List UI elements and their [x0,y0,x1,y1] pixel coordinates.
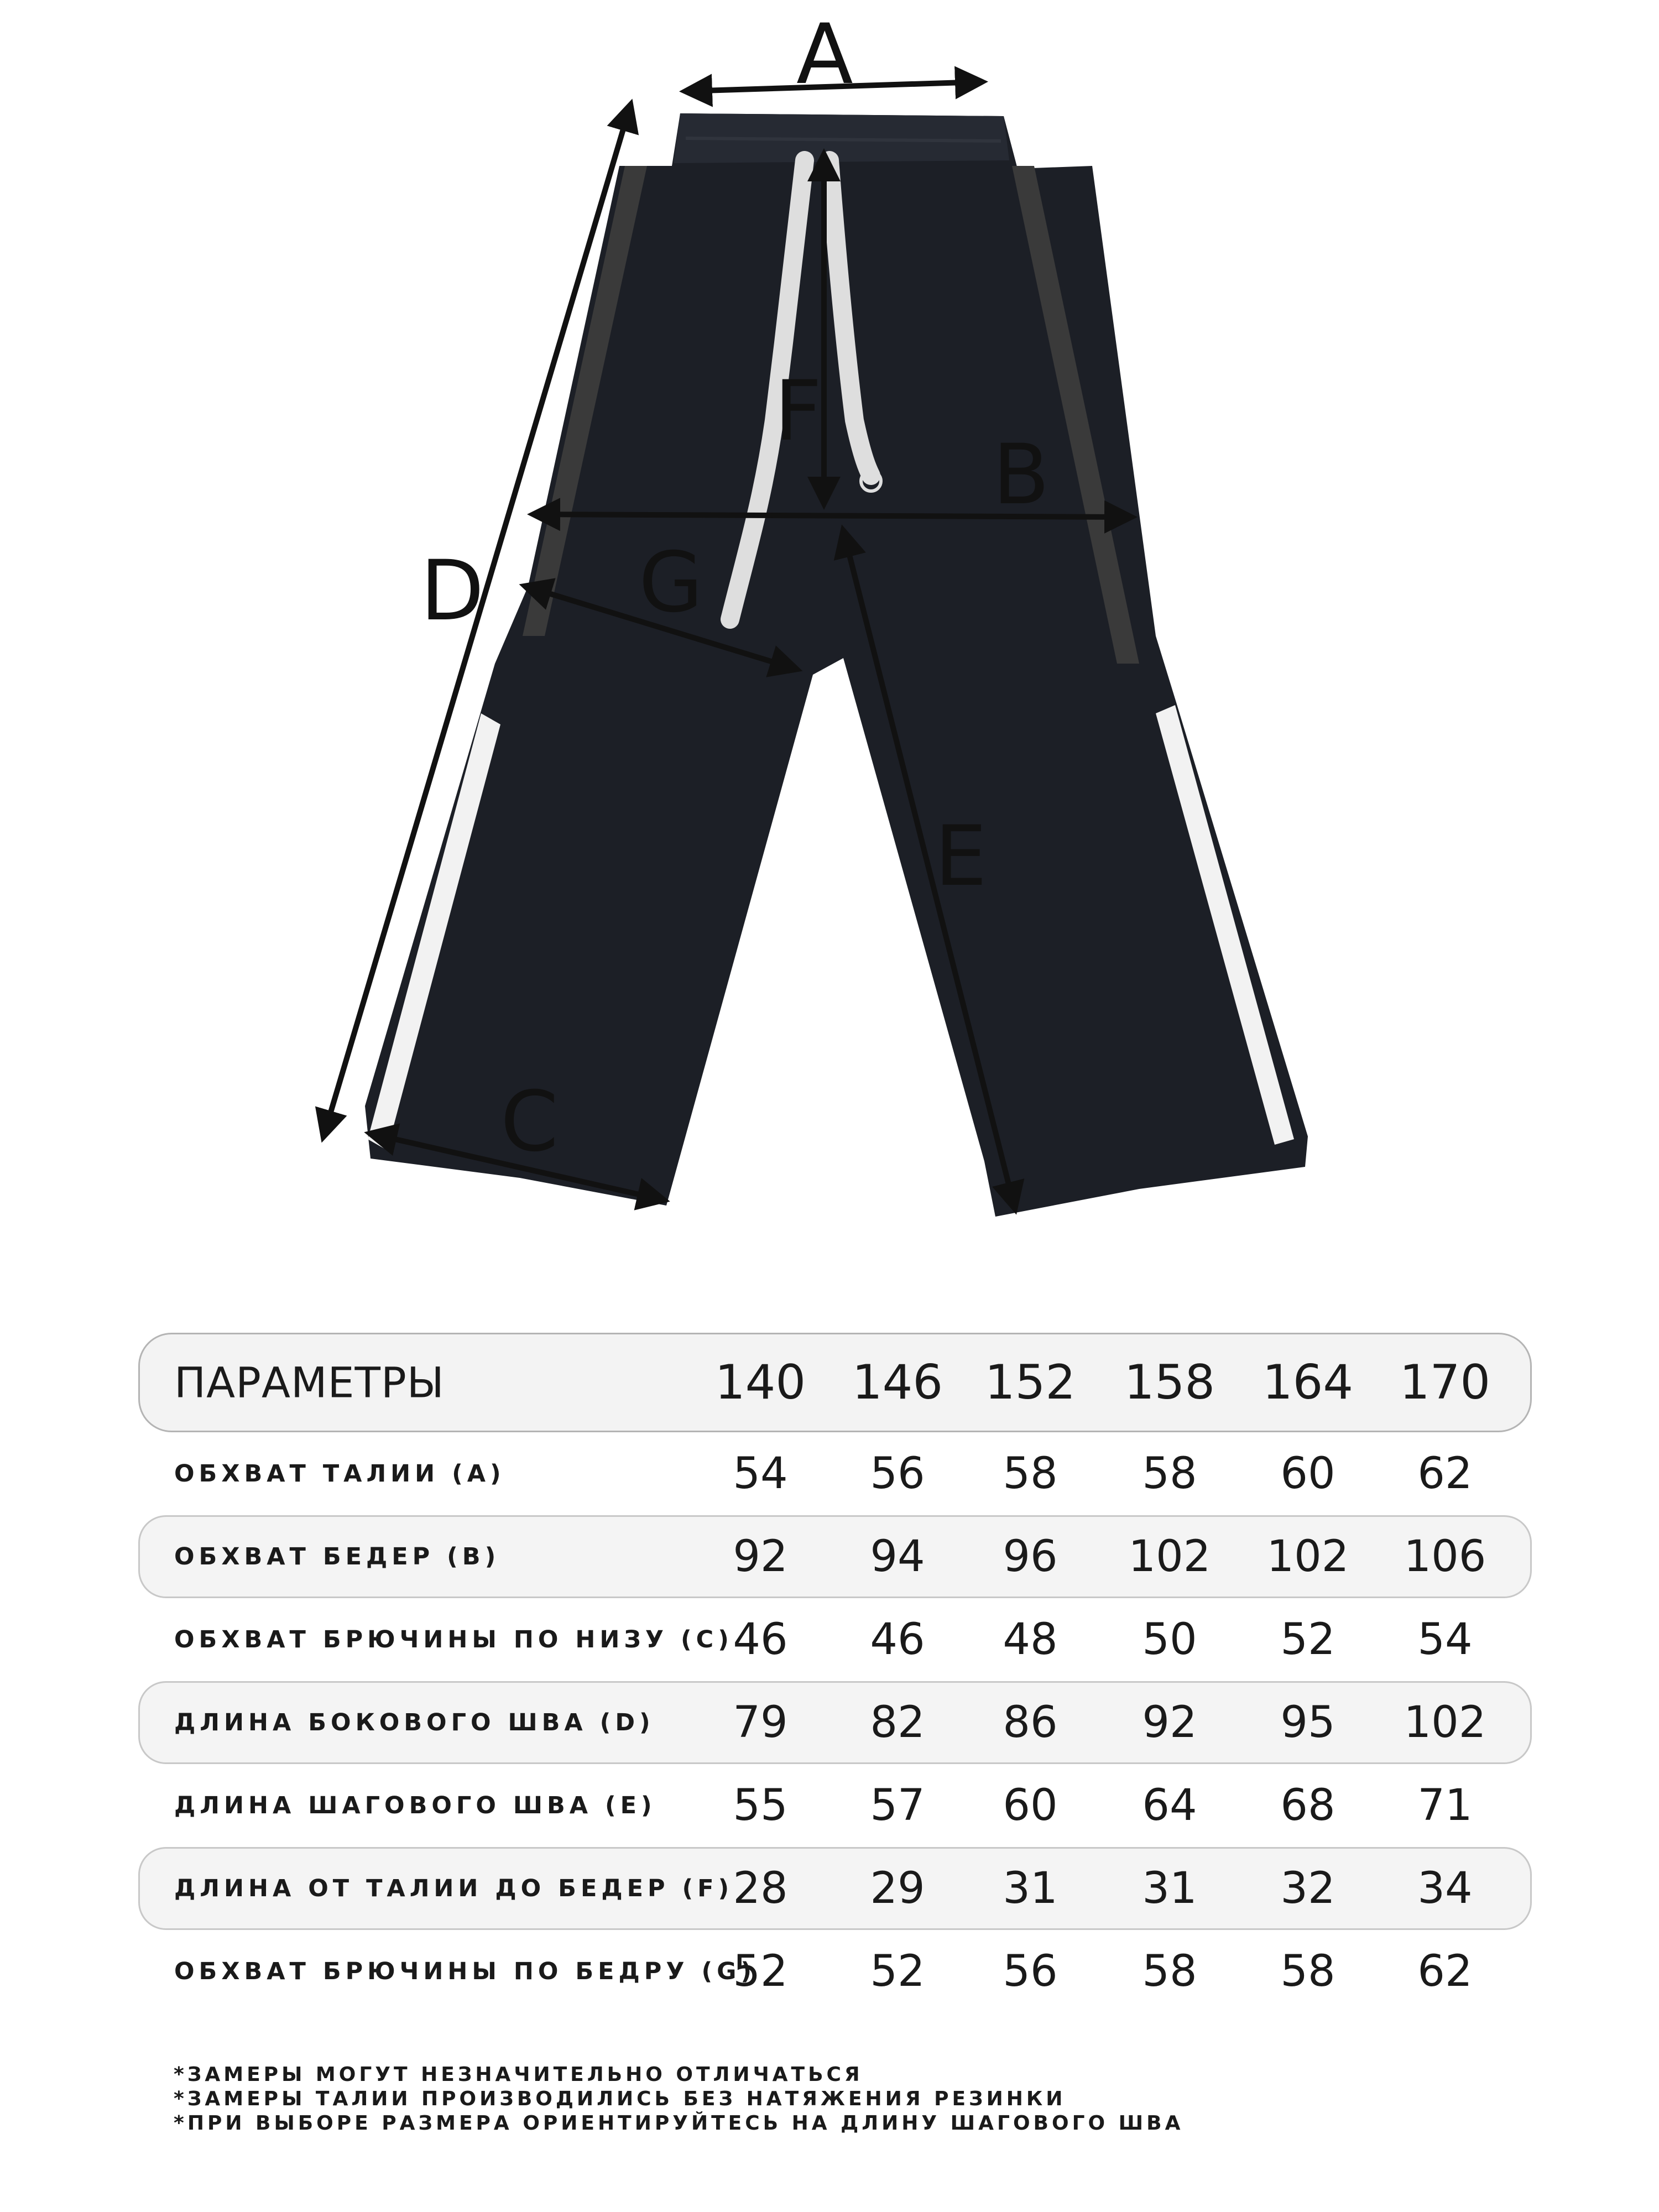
table-cell: 56 [1003,1947,1058,1996]
table-cell: 86 [1003,1698,1058,1747]
table-row-rise [138,1847,1532,1930]
table-cell: 58 [1142,1449,1197,1499]
table-cell: 102 [1266,1532,1349,1582]
table-row-thigh [138,1930,1532,2013]
label-g: G [639,535,703,631]
header-label: ПАРАМЕТРЫ [174,1358,445,1407]
label-a: A [796,7,853,103]
table-cell: 57 [870,1781,925,1830]
table-cell: 102 [1404,1698,1486,1747]
table-row-hips [138,1515,1532,1598]
table-cell: 54 [733,1449,788,1499]
row-label: ДЛИНА БОКОВОГО ШВА (D) [174,1709,655,1736]
table-cell: 52 [870,1947,925,1996]
footnote: *ЗАМЕРЫ МОГУТ НЕЗНАЧИТЕЛЬНО ОТЛИЧАТЬСЯ [174,2063,863,2086]
table-cell: 92 [733,1532,788,1582]
table-cell: 31 [1142,1864,1197,1913]
table-cell: 58 [1003,1449,1058,1499]
table-cell: 60 [1280,1449,1335,1499]
table-cell: 64 [1142,1781,1197,1830]
row-label: ДЛИНА ШАГОВОГО ШВА (E) [174,1792,656,1819]
table-cell: 55 [733,1781,788,1830]
table-row-inseam [138,1764,1532,1847]
size-164: 164 [1262,1355,1354,1410]
size-table [138,1333,1532,2013]
size-140: 140 [714,1355,806,1410]
table-cell: 96 [1003,1532,1058,1582]
table-cell: 106 [1404,1532,1486,1582]
row-label: ОБХВАТ БЕДЕР (B) [174,1543,500,1571]
size-146: 146 [852,1355,943,1410]
label-f: F [774,363,822,460]
label-b: B [993,427,1050,523]
table-cell: 62 [1417,1449,1473,1499]
size-158: 158 [1124,1355,1215,1410]
table-cell: 56 [870,1449,925,1499]
row-label: ОБХВАТ БРЮЧИНЫ ПО БЕДРУ (G) [174,1958,757,1985]
row-label: ОБХВАТ БРЮЧИНЫ ПО НИЗУ (C) [174,1626,733,1653]
table-cell: 58 [1142,1947,1197,1996]
row-label: ОБХВАТ ТАЛИИ (А) [174,1460,505,1488]
footnotes [174,2063,1183,2136]
table-cell: 32 [1280,1864,1335,1913]
table-cell: 48 [1003,1615,1058,1665]
table-cell: 79 [733,1698,788,1747]
table-cell: 31 [1003,1864,1058,1913]
table-cell: 46 [870,1615,925,1665]
footnote: *ЗАМЕРЫ ТАЛИИ ПРОИЗВОДИЛИСЬ БЕЗ НАТЯЖЕНИЯ РЕЗИНКИ [174,2088,1066,2110]
footnote: *ПРИ ВЫБОРЕ РАЗМЕРА ОРИЕНТИРУЙТЕСЬ НА ДЛИНУ ШАГОВОГО ШВА [174,2112,1184,2135]
table-cell: 58 [1280,1947,1335,1996]
table-row-side-seam [138,1681,1532,1764]
table-cell: 28 [733,1864,788,1913]
row-label: ДЛИНА ОТ ТАЛИИ ДО БЕДЕР (F) [174,1875,734,1902]
table-cell: 62 [1417,1947,1473,1996]
table-cell: 102 [1128,1532,1211,1582]
pants-image [365,113,1308,1217]
label-e: E [935,808,987,905]
size-170: 170 [1399,1355,1491,1410]
table-cell: 52 [733,1947,788,1996]
table-cell: 29 [870,1864,925,1913]
table-cell: 71 [1417,1781,1473,1830]
table-cell: 94 [870,1532,925,1582]
table-header-row [138,1333,1532,1432]
table-cell: 95 [1280,1698,1335,1747]
table-cell: 92 [1142,1698,1197,1747]
table-cell: 60 [1003,1781,1058,1830]
table-row-hem [138,1598,1532,1681]
table-cell: 52 [1280,1615,1335,1665]
size-152: 152 [984,1355,1076,1410]
label-d: D [420,543,484,639]
table-cell: 34 [1417,1864,1473,1913]
table-cell: 54 [1417,1615,1473,1665]
table-cell: 68 [1280,1781,1335,1830]
label-c: C [500,1074,559,1170]
table-cell: 50 [1142,1615,1197,1665]
table-row-waist [138,1432,1532,1515]
table-cell: 82 [870,1698,925,1747]
table-cell: 46 [733,1615,788,1665]
